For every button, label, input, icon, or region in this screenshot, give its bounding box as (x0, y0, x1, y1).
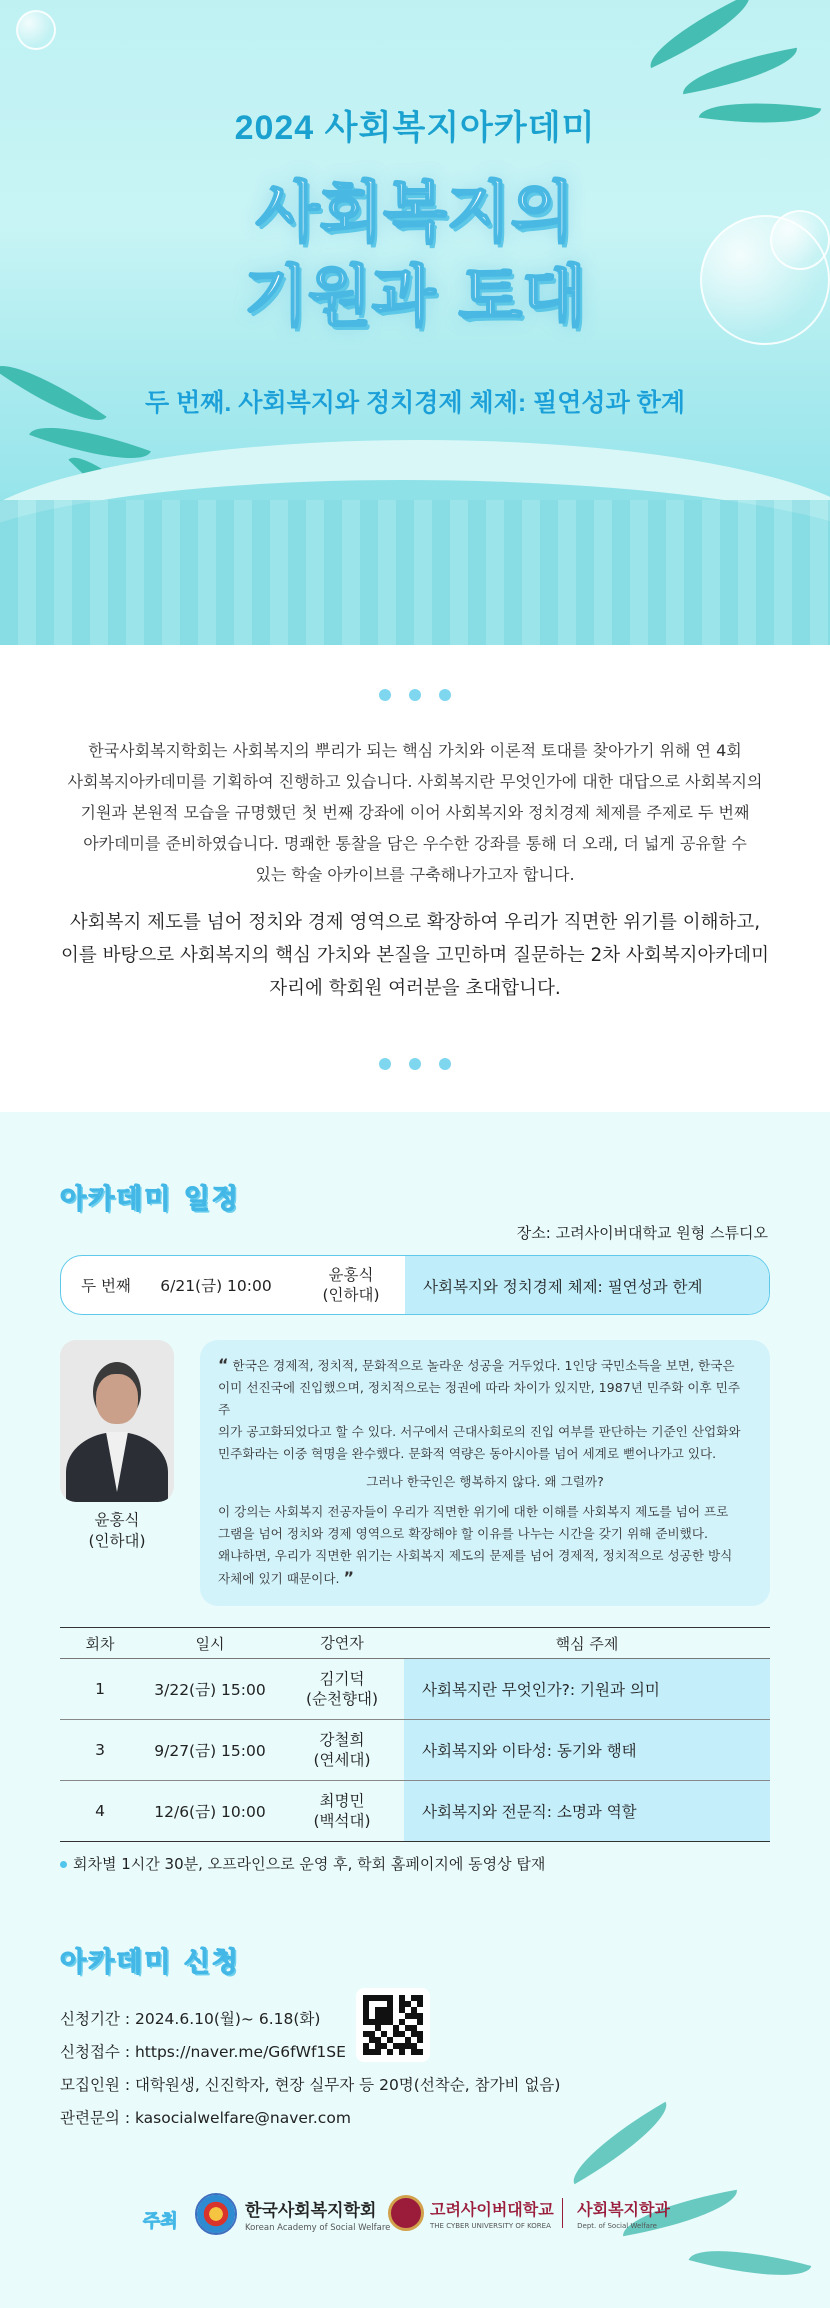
dots-divider-top (0, 686, 830, 705)
kasw-emblem-icon (195, 2193, 237, 2235)
org2-name-en: THE CYBER UNIVERSITY OF KOREA (430, 2221, 551, 2230)
venue-text: 장소: 고려사이버대학교 원형 스튜디오 (516, 1224, 768, 1242)
quote-middle: 그러나 한국인은 행복하지 않다. 왜 그럴까? (366, 1474, 604, 1489)
hero-title (0, 171, 830, 339)
schedule-note: 회차별 1시간 30분, 오프라인으로 운영 후, 학회 홈페이지에 동영상 탑재 (60, 1853, 545, 1874)
cuk-logo (388, 2195, 670, 2231)
org1-name-en: Korean Academy of Social Welfare (245, 2222, 391, 2233)
application-url[interactable]: 신청접수 : https://naver.me/G6fWf1SE (60, 2043, 346, 2061)
table-header (60, 1627, 770, 1659)
application-period: 신청기간 : 2024.6.10(월)~ 6.18(화) (60, 2010, 321, 2028)
quote-part-2: 이 강의는 사회복지 전공자들이 우리가 직면한 위기에 대한 이해를 사회복지 제도를 넘어 프로 그램을 넘어 정치와 경제 영역으로 확장해야 할 이유를 나누는 시간을 갖기 위해 준비했다. 왜냐하면, 우리가 직면한 위기는 사회복지 제도의 문제를 넘어 경제적, 정치적으로 성공한 방식 자체에 있기 때문이다. ” (218, 1504, 733, 1587)
table-row: 4 12/6(금) 10:00 최명민 (백석대) 사회복지와 전문직: 소명과 역할 (60, 1781, 770, 1842)
schedule-table (60, 1627, 770, 1842)
application-contact[interactable]: 관련문의 : kasocialwelfare@naver.com (60, 2109, 351, 2127)
schedule-title: 아카데미 일정 (60, 1184, 240, 1215)
bullet-icon (60, 1861, 67, 1868)
dots-divider-bottom (0, 1055, 830, 1074)
speaker-name: 윤홍식 (인하대) (88, 1511, 146, 1550)
hero-title-block (0, 100, 830, 419)
header-no: 회차 (85, 1634, 115, 1653)
host-label: 주최 (143, 2211, 178, 2232)
speaker-quote (200, 1340, 770, 1606)
header-topic: 핵심 주제 (555, 1634, 619, 1653)
current-session-speaker: 윤홍식 (인하대) (322, 1266, 380, 1304)
table-row: 3 9/27(금) 15:00 강철희 (연세대) 사회복지와 이타성: 동기와 행태 (60, 1720, 770, 1781)
bubble-decoration (16, 10, 56, 50)
current-session-topic: 사회복지와 정치경제 체제: 필연성과 한계 (405, 1256, 770, 1315)
header-speaker: 강연자 (320, 1634, 364, 1652)
org1-name: 한국사회복지학회 (245, 2200, 377, 2221)
speaker-photo (60, 1340, 174, 1502)
current-session-no: 두 번째 (81, 1277, 131, 1295)
application-title: 아카데미 신청 (60, 1947, 240, 1978)
cuk-emblem-icon (388, 2195, 424, 2231)
palm-leaf-decoration (679, 48, 802, 94)
header-date: 일시 (195, 1634, 225, 1653)
current-session-date: 6/21(금) 10:00 (160, 1277, 272, 1295)
intro-text (55, 735, 775, 1005)
hero-subtitle: 2024 사회복지아카데미 (234, 109, 596, 147)
hero-title-line2: 기원과 토대 (244, 258, 586, 335)
current-session-bar (60, 1255, 770, 1315)
hero-banner (0, 0, 830, 645)
quote-part-1: “ 한국은 경제적, 정치적, 문화적으로 놀라운 성공을 거두었다. 1인당 국민소득을 보면, 한국은 이미 선진국에 진입했으며, 정치적으로는 정권에 따라 차이가 있지만, 1987년 민주화 이후 민주주 의가 공고화되었다고 할 수 있다. 서구에서 근대사회로의 진입 여부를 판단하는 기준인 산업화와 민주화라는 이중 혁명을 완수했다. 문화적 역량은 동아시아를 넘어 세계로 뻗어나가고 있다. (218, 1355, 741, 1461)
palm-leaf-decoration (640, 0, 760, 68)
intro-paragraph-1: 한국사회복지학회는 사회복지의 뿌리가 되는 핵심 가치와 이론적 토대를 찾아가기 위해 연 4회 사회복지아카데미를 기획하여 진행하고 있습니다. 사회복지란 무엇인가에 대한 대답으로 사회복지의 기원과 본원적 모습을 규명했던 첫 번째 강좌에 이어 사회복지와 정치경제 체제를 주제로 두 번째 아카데미를 준비하였습니다. 명쾌한 통찰을 담은 우수한 강좌를 통해 더 오래, 더 넓게 공유할 수 있는 학술 아카이브를 구축해나가고자 합니다. (67, 741, 763, 884)
table-row: 1 3/22(금) 15:00 김기덕 (순천향대) 사회복지란 무엇인가?: 기원과 의미 (60, 1659, 770, 1720)
org2-dept-en: Dept. of Social Welfare (577, 2221, 657, 2230)
application-info (60, 2003, 560, 2135)
application-recruit: 모집인원 : 대학원생, 신진학자, 현장 실무자 등 20명(선착순, 참가비 없음) (60, 2076, 561, 2094)
hero-title-line1: 사회복지의 (255, 174, 575, 251)
water-ripple (0, 500, 830, 645)
intro-paragraph-2: 사회복지 제도를 넘어 정치와 경제 영역으로 확장하여 우리가 직면한 위기를 이해하고, 이를 바탕으로 사회복지의 핵심 가치와 본질을 고민하며 질문하는 2차 사회복지아카데미 자리에 학회원 여러분을 초대합니다. (60, 912, 770, 999)
org2-name: 고려사이버대학교 (430, 2199, 554, 2219)
org2-dept: 사회복지학과 (577, 2199, 670, 2219)
hero-session-title: 두 번째. 사회복지와 정치경제 체제: 필연성과 한계 (145, 389, 685, 417)
kasw-logo (195, 2193, 390, 2235)
